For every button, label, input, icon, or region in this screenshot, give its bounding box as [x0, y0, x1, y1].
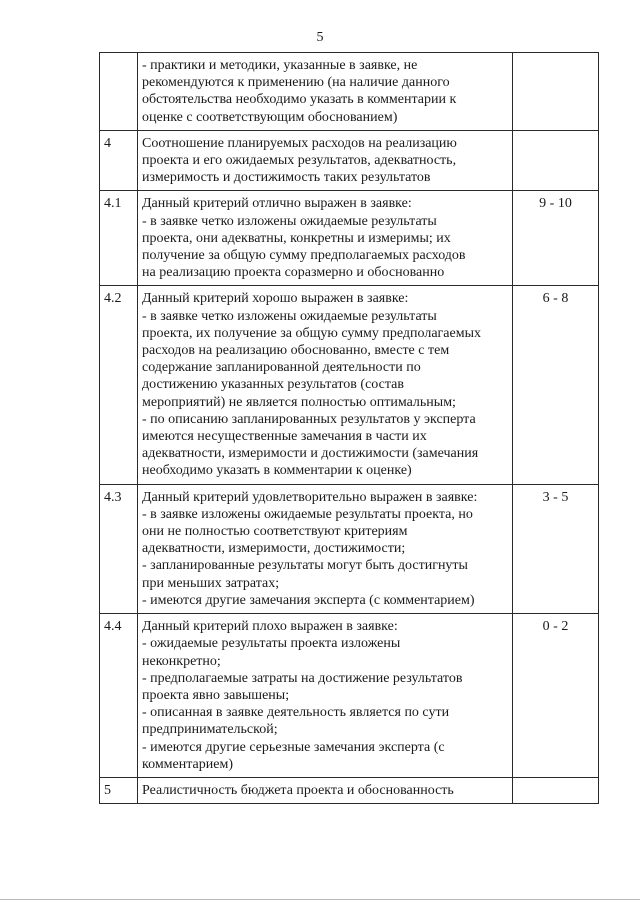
table-row: [100, 53, 599, 131]
description-line: комментарием): [142, 756, 233, 772]
description-line: рекомендуются к применению (на наличие данного: [142, 75, 450, 91]
scan-edge-line: [0, 899, 640, 900]
criterion-description: [138, 130, 513, 191]
criterion-number: 4.1: [100, 191, 138, 286]
description-line: - ожидаемые результаты проекта изложены: [142, 636, 401, 652]
description-line: адекватности, измеримости и достижимости (замечания: [142, 446, 479, 462]
criterion-description: [138, 777, 513, 803]
table-row: [100, 191, 599, 286]
criterion-description: [138, 53, 513, 131]
description-line: Реалистичность бюджета проекта и обоснованность: [142, 782, 454, 798]
description-line: Данный критерий плохо выражен в заявке:: [142, 619, 398, 635]
criterion-score: 3 - 5: [513, 484, 599, 613]
description-line: Соотношение планируемых расходов на реализацию: [142, 135, 457, 151]
description-line: проекта и его ожидаемых результатов, адекватность,: [142, 153, 457, 169]
description-line: Данный критерий хорошо выражен в заявке:: [142, 291, 409, 307]
description-line: проекта явно завышены;: [142, 687, 290, 703]
description-line: - запланированные результаты могут быть достигнуты: [142, 558, 468, 574]
description-line: проекта, они адекватны, конкретны и измеримы; их: [142, 230, 451, 246]
description-line: - предполагаемые затраты на достижение результатов: [142, 670, 463, 686]
description-line: - имеются другие замечания эксперта (с комментарием): [142, 592, 475, 608]
criterion-description: [138, 614, 513, 778]
description-line: - практики и методики, указанные в заявке, не: [142, 58, 418, 73]
table-row: [100, 777, 599, 803]
criterion-score: [513, 777, 599, 803]
description-line: - в заявке четко изложены ожидаемые результаты: [142, 308, 437, 324]
criterion-number: [100, 53, 138, 131]
criteria-table: [99, 52, 599, 804]
description-line: достижению указанных результатов (состав: [142, 377, 404, 393]
description-line: расходов на реализацию обоснованно, вместе с тем: [142, 343, 450, 359]
description-line: Данный критерий удовлетворительно выражен в заявке:: [142, 489, 478, 505]
description-line: - по описанию запланированных результатов у эксперта: [142, 411, 476, 427]
description-line: содержание запланированной деятельности по: [142, 360, 421, 376]
description-line: они не полностью соответствуют критериям: [142, 524, 408, 540]
description-line: - описанная в заявке деятельность является по сути: [142, 705, 450, 721]
description-line: предпринимательской;: [142, 722, 278, 738]
table-row: [100, 614, 599, 778]
page-number: 5: [316, 30, 324, 45]
criterion-number: 4.2: [100, 286, 138, 484]
criterion-description: [138, 484, 513, 613]
table-row: [100, 130, 599, 191]
description-line: оценке с соответствующим обоснованием): [142, 109, 398, 125]
description-line: - в заявке четко изложены ожидаемые результаты: [142, 213, 437, 229]
criteria-table-body: [100, 53, 599, 804]
description-line: адекватности, измеримости, достижимости;: [142, 541, 406, 557]
criterion-score: [513, 53, 599, 131]
description-line: имеются несущественные замечания в части их: [142, 429, 427, 445]
description-line: необходимо указать в комментарии к оценке): [142, 463, 412, 479]
criterion-description: [138, 191, 513, 286]
description-line: - в заявке изложены ожидаемые результаты проекта, но: [142, 506, 473, 522]
table-row: [100, 286, 599, 484]
description-line: мероприятий) не является полностью оптимальным;: [142, 394, 456, 410]
criterion-score: 0 - 2: [513, 614, 599, 778]
description-line: неконкретно;: [142, 653, 221, 669]
criterion-description: [138, 286, 513, 484]
criterion-score: 6 - 8: [513, 286, 599, 484]
criterion-score: [513, 130, 599, 191]
criterion-number: 4.4: [100, 614, 138, 778]
description-line: на реализацию проекта соразмерно и обоснованно: [142, 265, 445, 281]
criterion-score: 9 - 10: [513, 191, 599, 286]
criterion-number: 4: [100, 130, 138, 191]
description-line: проекта, их получение за общую сумму предполагаемых: [142, 325, 481, 341]
description-line: - имеются другие серьезные замечания эксперта (с: [142, 739, 445, 755]
description-line: Данный критерий отлично выражен в заявке:: [142, 196, 412, 212]
description-line: получение за общую сумму предполагаемых расходов: [142, 248, 466, 264]
description-line: при меньших затратах;: [142, 575, 280, 591]
table-row: [100, 484, 599, 613]
criterion-number: 4.3: [100, 484, 138, 613]
criterion-number: 5: [100, 777, 138, 803]
description-line: измеримость и достижимость таких результатов: [142, 170, 431, 186]
description-line: обстоятельства необходимо указать в комментарии к: [142, 92, 457, 108]
